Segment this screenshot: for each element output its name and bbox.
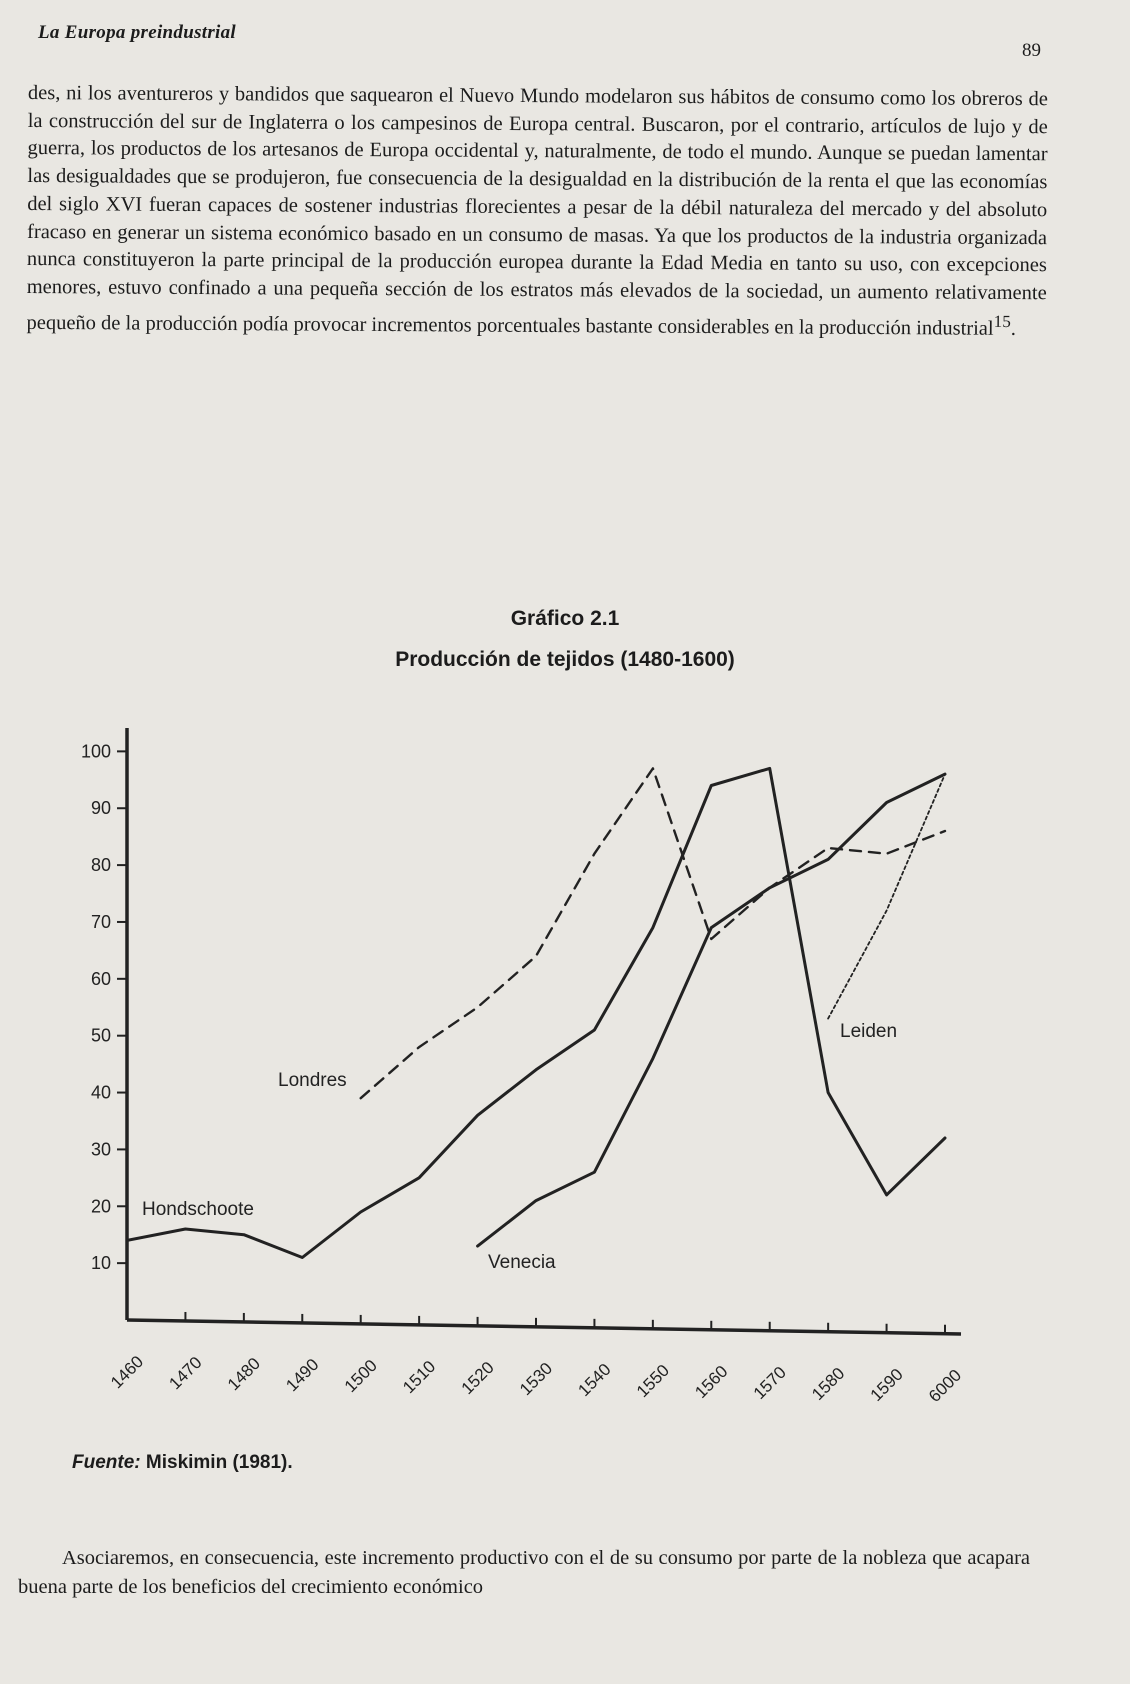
x-tick-label: 1570 xyxy=(749,1362,790,1403)
x-tick-label: 6000 xyxy=(925,1365,966,1406)
y-tick-label: 10 xyxy=(90,1253,111,1274)
series-label-venecia: Venecia xyxy=(488,1252,556,1273)
body-paragraph-text: des, ni los aventureros y bandidos que saquearon el Nuevo Mundo modelaron sus hábitos de consumo como los obreros de la construcción del sur de Inglaterra o los campesinos de Europa central. Buscaron, por el contrario, artículos de lujo y de guerra, los productos de los artesanos de Europa occidental y, naturalmente, de todo el mundo. Aunque se puedan lamentar las desigualdades que se produjeron, fue consecuencia de la desigualdad en la distribución de la renta el que las economías del siglo XVI fueran capaces de sostener industrias florecientes a pesar de la débil naturaleza del mercado y del absoluto fracaso en generar un sistema económico basado en un consumo de masas. Ya que los productos de la industria organizada nunca constituyeron la parte principal de la producción europea durante la Edad Media en tanto su uso, con excepciones menores, estuvo confinado a una pequeña sección de los estratos más elevados de la sociedad, un aumento relativamente pequeño de la producción podía provocar incrementos porcentuales bastante considerables en la producción industrial xyxy=(26,81,1048,340)
y-tick-label: 70 xyxy=(90,911,111,932)
x-tick-label: 1490 xyxy=(282,1354,323,1396)
y-tick-label: 20 xyxy=(90,1196,111,1217)
x-tick-label: 1550 xyxy=(632,1360,674,1402)
x-tick-label: 1480 xyxy=(223,1353,265,1395)
series-line-hondschoote xyxy=(127,768,945,1257)
series-label-londres: Londres xyxy=(278,1070,347,1091)
figure-title: Producción de tejidos (1480-1600) xyxy=(395,648,735,671)
y-tick-label: 40 xyxy=(90,1082,111,1103)
series-line-londres xyxy=(361,768,945,1098)
x-tick-label: 1520 xyxy=(457,1357,498,1399)
series-label-hondschoote: Hondschoote xyxy=(142,1199,254,1220)
closing-paragraph: Asociaremos, en consecuencia, este incremento productivo con el de su consumo por parte de la nobleza que acapara buena parte de los beneficios del crecimiento económico xyxy=(18,1547,1030,1598)
x-tick-label: 1470 xyxy=(165,1353,206,1394)
production-chart xyxy=(0,700,1130,1430)
y-tick-label: 60 xyxy=(90,968,111,989)
x-tick-label: 1460 xyxy=(107,1352,148,1393)
x-tick-label: 1560 xyxy=(691,1361,732,1403)
x-tick-label: 1530 xyxy=(516,1358,557,1400)
x-tick-label: 1540 xyxy=(574,1359,615,1401)
y-tick-label: 80 xyxy=(90,855,111,876)
x-tick-label: 1500 xyxy=(340,1355,381,1397)
y-tick-label: 50 xyxy=(90,1025,111,1046)
x-axis-line xyxy=(127,1320,961,1334)
footnote-ref[interactable]: 15 xyxy=(993,311,1011,331)
y-tick-label: 100 xyxy=(80,741,111,762)
figure-label: Gráfico 2.1 xyxy=(510,607,620,630)
figure-source xyxy=(72,1452,293,1474)
y-tick-label: 90 xyxy=(90,798,111,819)
series-line-leiden xyxy=(828,774,945,1019)
source-label: Fuente: xyxy=(72,1452,141,1473)
page-number: 89 xyxy=(1022,40,1041,61)
series-label-leiden: Leiden xyxy=(840,1021,898,1042)
body-paragraph: des, ni los aventureros y bandidos que saquearon el Nuevo Mundo modelaron sus hábitos de consumo como los obreros de la construcción del sur de Inglaterra o los campesinos de Europa central. Buscaron, por el contrario, artículos de lujo y de guerra, los productos de los artesanos de Europa occidental y, naturalmente, de todo el mundo. Aunque se puedan lamentar las desigualdades que se produjeron, fue consecuencia de la desigualdad en la distribución de la renta el que las economías del siglo XVI fueran capaces de sostener industrias florecientes a pesar de la débil naturaleza del mercado y del absoluto fracaso en generar un sistema económico basado en un consumo de masas. Ya que los productos de la industria organizada nunca constituyeron la parte principal de la producción europea durante la Edad Media en tanto su uso, con excepciones menores, estuvo confinado a una pequeña sección de los estratos más elevados de la sociedad, un aumento relativamente pequeño de la producción podía provocar incrementos porcentuales bastante considerables en la producción industrial$^{15}$. xyxy=(26,81,1048,340)
x-tick-label: 1590 xyxy=(866,1364,907,1405)
running-head: La Europa preindustrial xyxy=(38,22,237,43)
x-tick-label: 1580 xyxy=(808,1363,849,1404)
source-text: Miskimin (1981). xyxy=(145,1452,293,1473)
y-tick-label: 30 xyxy=(90,1139,111,1160)
x-tick-label: 1510 xyxy=(399,1356,440,1398)
